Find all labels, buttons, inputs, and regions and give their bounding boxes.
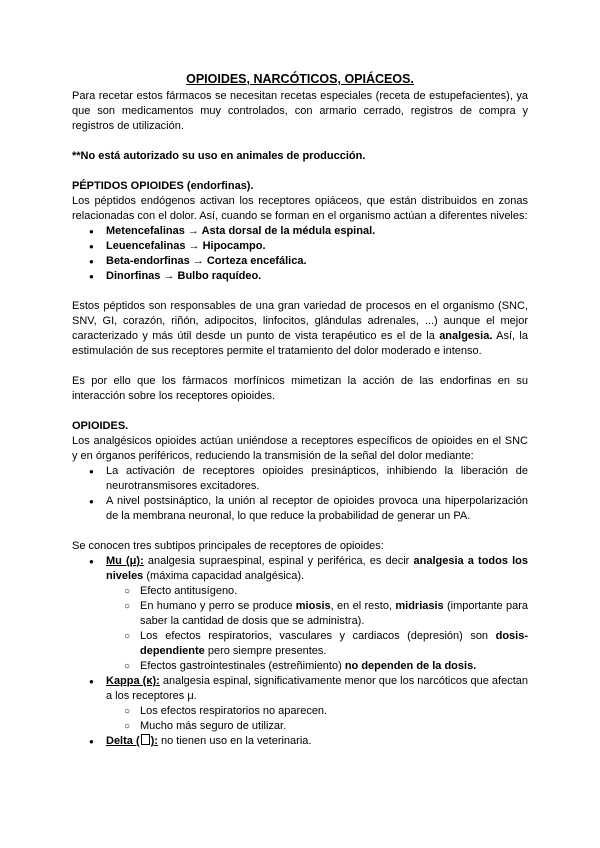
kappa-sublist xyxy=(106,704,528,734)
opioides-paragraph: Los analgésicos opioides actúan uniéndose a receptores específicos de opioides en el SNC y en órganos periféricos, reduciendo la transmisión de la señal del dolor mediante: xyxy=(72,435,528,462)
peptidos-paragraph-2: Estos péptidos son responsables de una gran variedad de procesos en el organismo (SNC, SNV, GI, corazón, riñón, adipocitos, linfocitos, glándulas adrenales, ...) aunque el mejor caracterizado y más útil desde un punto de vista terapéutico es el de la analgesia. Así, la estimulación de sus receptores permite el tratamiento del dolor moderado e intenso. xyxy=(72,300,528,357)
peptidos-paragraph: Los péptidos endógenos activan los receptores opiáceos, que están distribuidos en zonas relacionadas con el dolor. Así, cuando se forman en el organismo actúan a diferentes niveles: xyxy=(72,195,528,222)
document-title: OPIOIDES, NARCÓTICOS, OPIÁCEOS. xyxy=(186,72,414,86)
section-heading-opioides: OPIOIDES. xyxy=(72,420,129,432)
receptor-list xyxy=(72,554,528,749)
list-item: ○ Efecto antitusígeno. xyxy=(106,584,528,599)
receptor-item-delta: ● Delta ( ): no tienen uso en la veterinaria. xyxy=(72,734,528,749)
list-item: ● A nivel postsináptico, la unión al receptor de opioides provoca una hiperpolarización de la membrana neuronal, lo que reduce la probabilidad de generar un PA. xyxy=(72,494,528,524)
document-page xyxy=(72,72,528,749)
list-item: ● La activación de receptores opioides presinápticos, inhibiendo la liberación de neurotransmisores excitadores. xyxy=(72,464,528,494)
list-item: ○ Efectos gastrointestinales (estreñimiento) no dependen de la dosis. xyxy=(106,659,528,674)
warning-note: **No está autorizado su uso en animales de producción. xyxy=(72,150,366,162)
section-heading-peptidos: PÉPTIDOS OPIOIDES (endorfinas). xyxy=(72,180,254,192)
intro-paragraph: Para recetar estos fármacos se necesitan recetas especiales (receta de estupefacientes), ya que son medicamentos muy controlados, con armario cerrado, registros de compra y registros de utilización. xyxy=(72,90,528,132)
peptidos-paragraph-3: Es por ello que los fármacos morfínicos mimetizan la acción de las endorfinas en su interacción sobre los receptores opioides. xyxy=(72,375,528,402)
list-item: ● Dinorfinas → Bulbo raquídeo. xyxy=(72,269,528,284)
mu-sublist xyxy=(106,584,528,674)
list-item: ● Metencefalinas → Asta dorsal de la médula espinal. xyxy=(72,224,528,239)
list-item: ○ Los efectos respiratorios, vasculares y cardiacos (depresión) son dosis-dependiente pero siempre presentes. xyxy=(106,629,528,659)
list-item: ○ Los efectos respiratorios no aparecen. xyxy=(106,704,528,719)
list-item: ● Beta-endorfinas → Corteza encefálica. xyxy=(72,254,528,269)
list-item: ○ En humano y perro se produce miosis, en el resto, midriasis (importante para saber la cantidad de dosis que se administra). xyxy=(106,599,528,629)
list-item: ○ Mucho más seguro de utilizar. xyxy=(106,719,528,734)
receptor-item-kappa: ● Kappa (κ): analgesia espinal, significativamente menor que los narcóticos que afectan a los receptores μ. ○ Los efectos respiratorios no aparecen. ○ Mucho más seguro de utilizar. xyxy=(72,674,528,734)
list-item: ● Leuencefalinas → Hipocampo. xyxy=(72,239,528,254)
receptor-item-mu: ● Mu (μ): analgesia supraespinal, espinal y periférica, es decir analgesia a todos los niveles (máxima capacidad analgésica). ○ Efecto antitusígeno. ○ En humano y perro se produce miosis, en el resto, midriasis (importante para saber la cantidad de dosis que se administra). ○ Los efectos respiratorios, vasculares y cardiacos (depresión) son dosis-dependiente pero siempre presentes. ○ Efectos gastrointestinales (estreñimiento) no dependen de la dosis. xyxy=(72,554,528,674)
peptidos-list xyxy=(72,224,528,284)
missing-glyph-icon xyxy=(141,734,150,745)
mechanism-list xyxy=(72,464,528,524)
subtipos-intro: Se conocen tres subtipos principales de receptores de opioides: xyxy=(72,540,384,552)
